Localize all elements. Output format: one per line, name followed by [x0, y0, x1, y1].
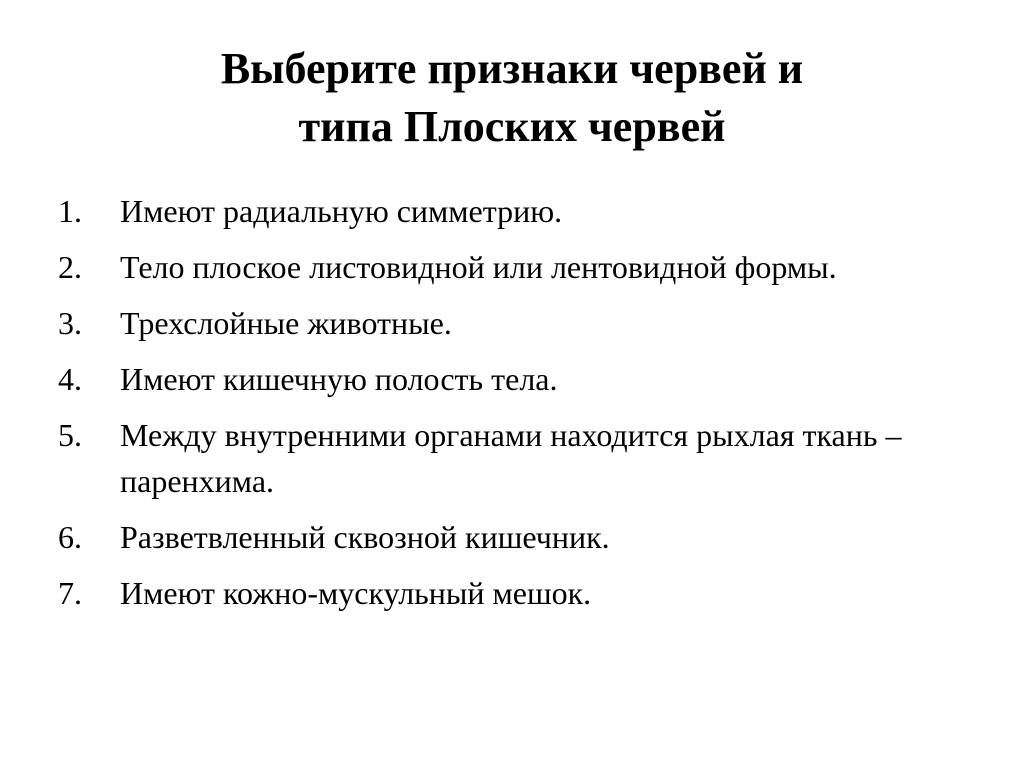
- list-item: [58, 300, 978, 346]
- title-line-2: типа Плоских червей: [298, 102, 726, 151]
- list-item-number: 5.: [58, 417, 82, 453]
- list-item: [58, 188, 978, 234]
- list-item-number: 7.: [58, 575, 82, 611]
- list-item: [58, 244, 978, 290]
- list-item-number: 6.: [58, 519, 82, 555]
- list-item-text: Разветвленный сквозной кишечник.: [120, 519, 610, 555]
- list-item-text: Трехслойные животные.: [120, 305, 452, 341]
- numbered-list: [58, 188, 978, 626]
- list-item-number: 4.: [58, 361, 82, 397]
- list-item: [58, 412, 978, 504]
- list-item: [58, 570, 978, 616]
- list-item-text: Между внутренними органами находится рыхлая ткань – паренхима.: [120, 417, 902, 499]
- list-item-number: 1.: [58, 193, 82, 229]
- list-item: [58, 514, 978, 560]
- list-item-text: Имеют радиальную симметрию.: [120, 193, 563, 229]
- list-item-number: 3.: [58, 305, 82, 341]
- list-item-text: Имеют кишечную полость тела.: [120, 361, 558, 397]
- list-item-text: Тело плоское листовидной или лентовидной формы.: [120, 249, 837, 285]
- list-item-number: 2.: [58, 249, 82, 285]
- list-item-text: Имеют кожно-мускульный мешок.: [120, 575, 592, 611]
- title-line-1: Выберите признаки червей и: [220, 44, 804, 93]
- list-item: [58, 356, 978, 402]
- slide-title: [0, 40, 1024, 156]
